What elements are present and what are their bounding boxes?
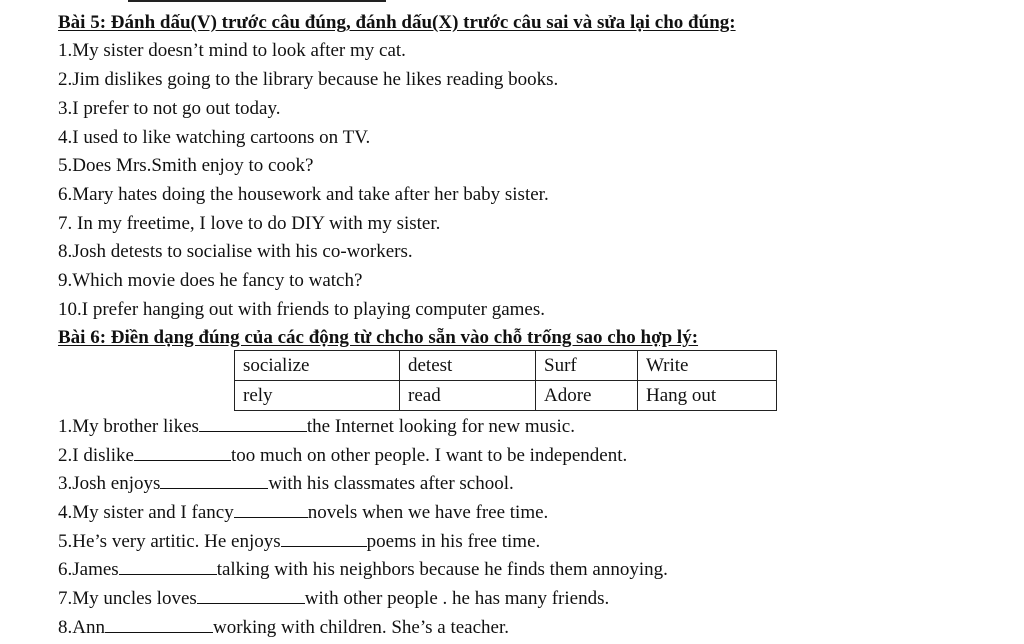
sentence-end: with his classmates after school.	[268, 473, 514, 494]
sentence-start: 5.He’s very artitic. He enjoys	[58, 531, 281, 552]
ex5-sentence-8: 8.Josh detests to socialise with his co-workers.	[58, 241, 413, 262]
ex6-sentence-3	[58, 471, 514, 495]
word-cell: Adore	[536, 381, 638, 411]
answer-blank[interactable]	[160, 471, 268, 489]
ex5-sentence-3: 3.I prefer to not go out today.	[58, 98, 281, 119]
sentence-end: talking with his neighbors because he finds them annoying.	[216, 559, 668, 580]
ex6-sentence-1	[58, 414, 575, 438]
exercise-6-heading: Bài 6: Điền dạng đúng của các động từ chcho sẵn vào chỗ trống sao cho hợp lý:	[58, 327, 699, 348]
word-cell: Write	[638, 351, 777, 381]
ex6-sentence-7	[58, 586, 609, 610]
sentence-start: 4.My sister and I fancy	[58, 502, 234, 523]
sentence-start: 3.Josh enjoys	[58, 473, 161, 494]
word-cell: socialize	[235, 351, 400, 381]
sentence-end: working with children. She’s a teacher.	[212, 617, 509, 638]
ex6-sentence-8	[58, 615, 509, 639]
sentence-end: with other people . he has many friends.	[304, 588, 610, 609]
ex5-sentence-10: 10.I prefer hanging out with friends to playing computer games.	[58, 299, 546, 320]
ex5-sentence-1: 1.My sister doesn’t mind to look after my cat.	[58, 40, 406, 61]
word-cell: rely	[235, 381, 400, 411]
top-border-line	[128, 0, 386, 2]
verb-word-box	[234, 350, 777, 411]
sentence-start: 6.James	[58, 559, 119, 580]
sentence-start: 2.I dislike	[58, 445, 134, 466]
word-cell: read	[400, 381, 536, 411]
sentence-end: too much on other people. I want to be independent.	[231, 445, 628, 466]
answer-blank[interactable]	[199, 414, 307, 432]
sentence-start: 7.My uncles loves	[58, 588, 197, 609]
word-cell: Hang out	[638, 381, 777, 411]
answer-blank[interactable]	[197, 586, 305, 604]
sentence-end: novels when we have free time.	[307, 502, 549, 523]
ex6-sentence-6	[58, 557, 668, 581]
ex5-sentence-7: 7. In my freetime, I love to do DIY with my sister.	[58, 213, 441, 234]
sentence-start: 8.Ann	[58, 617, 105, 638]
answer-blank[interactable]	[105, 615, 213, 633]
ex6-sentence-2	[58, 443, 627, 467]
word-box-row	[235, 351, 777, 381]
answer-blank[interactable]	[119, 557, 217, 575]
sentence-end: poems in his free time.	[366, 531, 541, 552]
ex6-sentence-4	[58, 500, 548, 524]
ex5-sentence-6: 6.Mary hates doing the housework and take after her baby sister.	[58, 184, 549, 205]
sentence-end: the Internet looking for new music.	[306, 416, 575, 437]
word-cell: detest	[400, 351, 536, 381]
ex5-sentence-5: 5.Does Mrs.Smith enjoy to cook?	[58, 155, 314, 176]
answer-blank[interactable]	[281, 529, 367, 547]
ex5-sentence-2: 2.Jim dislikes going to the library because he likes reading books.	[58, 69, 559, 90]
word-cell: Surf	[536, 351, 638, 381]
answer-blank[interactable]	[234, 500, 308, 518]
ex5-sentence-4: 4.I used to like watching cartoons on TV.	[58, 127, 371, 148]
ex5-sentence-9: 9.Which movie does he fancy to watch?	[58, 270, 363, 291]
ex6-sentence-5	[58, 529, 540, 553]
exercise-5-heading: Bài 5: Đánh dấu(V) trước câu đúng, đánh dấu(X) trước câu sai và sửa lại cho đúng:	[58, 12, 736, 33]
sentence-start: 1.My brother likes	[58, 416, 199, 437]
word-box-row	[235, 381, 777, 411]
answer-blank[interactable]	[134, 443, 231, 461]
